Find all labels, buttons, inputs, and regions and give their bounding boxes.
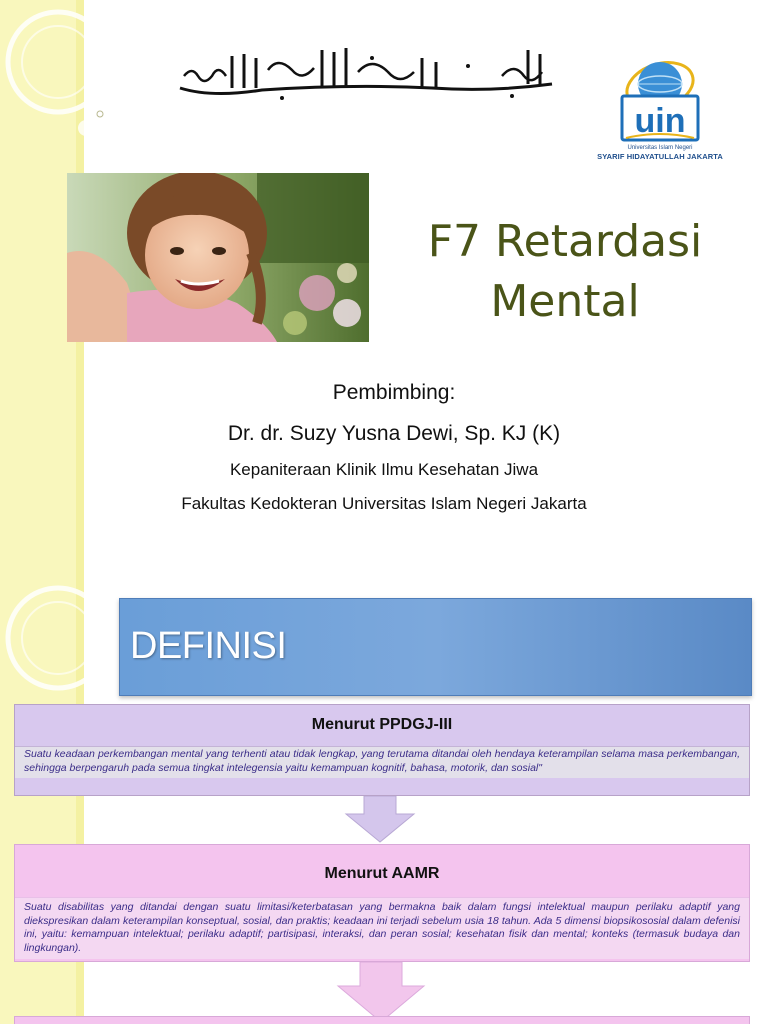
ppdgj-title: Menurut PPDGJ-III	[311, 716, 453, 733]
logo-acronym: uin	[634, 102, 686, 140]
definition-header-text: DEFINISI	[130, 625, 287, 667]
aamr-text: Suatu disabilitas yang ditandai dengan suatu limitasi/keterbatasan yang bermakna baik dalam fungsi intelektual maupun perilaku adaptif yang diekspresikan dalam keterampilan konseptual, sosial, dan praktis; keadaan ini terjadi sebelum usia 18 tahun. Ada 5 dimensi biopsikososial dalam defenisi ini, yaitu: kemampuan intelektual; perilaku adaptif; partisipasi, interaksi, dan peran sosial; kesehatan fisik dan mental; konteks (termasuk budaya dan lingkungan).	[15, 897, 749, 959]
title-line-1: F7 Retardasi	[427, 216, 703, 267]
logo-university-line: Universitas Islam Negeri	[627, 145, 693, 151]
definition-header	[119, 598, 752, 696]
ppdgj-definition-box	[14, 704, 750, 796]
slide-title	[390, 212, 740, 332]
logo-university-name: SYARIF HIDAYATULLAH JAKARTA	[597, 152, 723, 161]
bismillah-calligraphy	[172, 36, 562, 106]
department-text: Kepaniteraan Klinik Ilmu Kesehatan Jiwa	[229, 460, 539, 479]
child-photo	[67, 173, 369, 342]
aamr-title: Menurut AAMR	[324, 865, 440, 882]
definition-slide	[0, 576, 768, 1024]
down-arrow-icon	[336, 962, 426, 1024]
down-arrow-icon	[344, 796, 416, 844]
aamr-definition-box	[14, 844, 750, 962]
next-definition-box	[14, 1016, 750, 1024]
title-line-2: Mental	[490, 276, 640, 327]
faculty-text: Fakultas Kedokteran Universitas Islam Negeri Jakarta	[181, 494, 587, 513]
ppdgj-text: Suatu keadaan perkembangan mental yang terhenti atau tidak lengkap, yang terutama ditandai oleh hendaya keterampilan selama masa perkembangan, sehingga berpengaruh pada semua tingkat intelegensia yaitu kemampuan kognitif, bahasa, motorik, dan sosial"	[15, 746, 749, 778]
supervisor-name: Dr. dr. Suzy Yusna Dewi, Sp. KJ (K)	[227, 422, 561, 445]
supervisor-label: Pembimbing:	[332, 381, 456, 404]
